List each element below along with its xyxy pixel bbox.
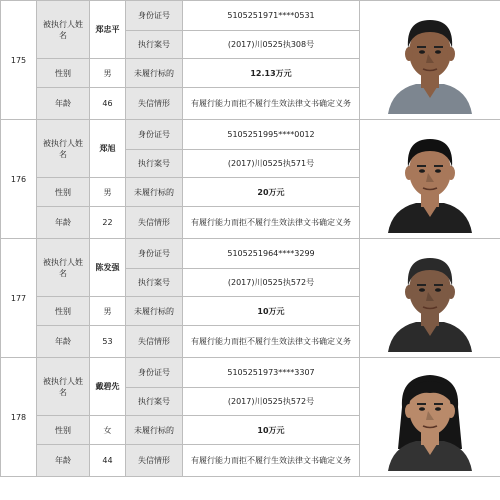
person-photo (360, 239, 500, 358)
person-photo (360, 120, 500, 239)
unfulfilled-amount: 20万元 (183, 178, 360, 207)
id-number: 5105251964****3299 (183, 239, 360, 269)
label-id: 身份证号 (126, 120, 183, 150)
table-row (1, 120, 500, 150)
label-dishonest: 失信情形 (126, 207, 183, 239)
record-number: 175 (1, 1, 37, 120)
label-age: 年龄 (37, 88, 90, 120)
label-unfulfilled: 未履行标的 (126, 416, 183, 445)
record-number: 177 (1, 239, 37, 358)
table-body (1, 1, 500, 477)
label-gender: 性别 (37, 416, 90, 445)
label-name: 被执行人姓名 (37, 1, 90, 59)
gender-value: 女 (90, 416, 126, 445)
case-number: (2017)川0525执571号 (183, 150, 360, 178)
person-photo (360, 1, 500, 120)
label-gender: 性别 (37, 178, 90, 207)
label-name: 被执行人姓名 (37, 120, 90, 178)
age-value: 46 (90, 88, 126, 120)
label-case: 执行案号 (126, 269, 183, 297)
table-row (1, 1, 500, 31)
label-age: 年龄 (37, 326, 90, 358)
label-unfulfilled: 未履行标的 (126, 297, 183, 326)
label-dishonest: 失信情形 (126, 445, 183, 477)
label-dishonest: 失信情形 (126, 88, 183, 120)
label-name: 被执行人姓名 (37, 358, 90, 416)
dishonest-situation: 有履行能力而拒不履行生效法律文书确定义务 (183, 445, 360, 477)
table-row (1, 239, 500, 269)
portrait-icon (382, 244, 478, 352)
person-name: 郑旭 (90, 120, 126, 178)
label-unfulfilled: 未履行标的 (126, 59, 183, 88)
person-name: 陈发强 (90, 239, 126, 297)
age-value: 22 (90, 207, 126, 239)
gender-value: 男 (90, 59, 126, 88)
label-id: 身份证号 (126, 1, 183, 31)
label-case: 执行案号 (126, 150, 183, 178)
label-gender: 性别 (37, 297, 90, 326)
unfulfilled-amount: 12.13万元 (183, 59, 360, 88)
dishonest-situation: 有履行能力而拒不履行生效法律文书确定义务 (183, 207, 360, 239)
id-number: 5105251995****0012 (183, 120, 360, 150)
label-id: 身份证号 (126, 239, 183, 269)
gender-value: 男 (90, 178, 126, 207)
label-age: 年龄 (37, 445, 90, 477)
record-number: 178 (1, 358, 37, 477)
case-number: (2017)川0525执572号 (183, 269, 360, 297)
label-unfulfilled: 未履行标的 (126, 178, 183, 207)
person-name: 戴碧先 (90, 358, 126, 416)
portrait-icon (382, 6, 478, 114)
age-value: 53 (90, 326, 126, 358)
unfulfilled-amount: 10万元 (183, 416, 360, 445)
case-number: (2017)川0525执308号 (183, 31, 360, 59)
person-name: 郑忠平 (90, 1, 126, 59)
person-photo (360, 358, 500, 477)
label-name: 被执行人姓名 (37, 239, 90, 297)
age-value: 44 (90, 445, 126, 477)
id-number: 5105251973****3307 (183, 358, 360, 388)
portrait-icon (382, 125, 478, 233)
label-case: 执行案号 (126, 31, 183, 59)
label-case: 执行案号 (126, 388, 183, 416)
gender-value: 男 (90, 297, 126, 326)
case-number: (2017)川0525执572号 (183, 388, 360, 416)
label-id: 身份证号 (126, 358, 183, 388)
label-age: 年龄 (37, 207, 90, 239)
table-row (1, 358, 500, 388)
record-number: 176 (1, 120, 37, 239)
unfulfilled-amount: 10万元 (183, 297, 360, 326)
label-gender: 性别 (37, 59, 90, 88)
dishonest-situation: 有履行能力而拒不履行生效法律文书确定义务 (183, 88, 360, 120)
dishonest-situation: 有履行能力而拒不履行生效法律文书确定义务 (183, 326, 360, 358)
portrait-icon (382, 363, 478, 471)
id-number: 5105251971****0531 (183, 1, 360, 31)
label-dishonest: 失信情形 (126, 326, 183, 358)
